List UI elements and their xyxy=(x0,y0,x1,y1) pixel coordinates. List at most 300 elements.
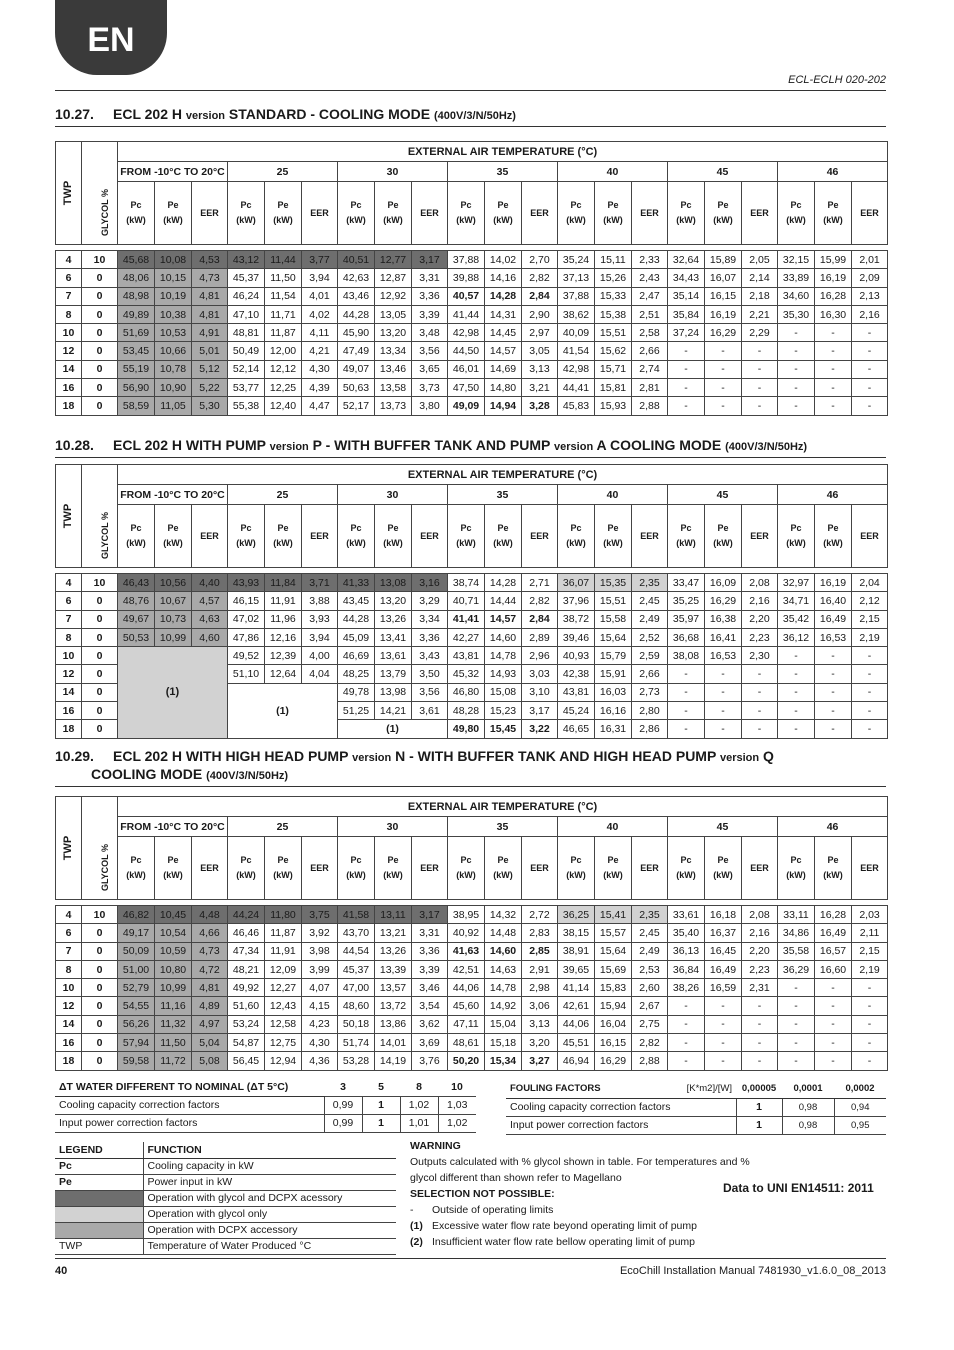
data-cell: 41,54 xyxy=(558,342,595,360)
data-cell: - xyxy=(852,997,888,1015)
data-cell: 12,39 xyxy=(265,647,302,665)
warning-item-text: Outside of operating limits xyxy=(432,1204,554,1216)
data-cell: - xyxy=(742,997,778,1015)
twp-value: 12 xyxy=(56,997,82,1015)
data-cell: 16,29 xyxy=(705,324,742,342)
data-cell: 34,86 xyxy=(778,924,815,942)
data-cell: - xyxy=(742,1052,778,1070)
data-cell: 45,60 xyxy=(448,997,485,1015)
unit-header: Pc (kW) xyxy=(668,505,705,568)
glycol-value: 0 xyxy=(82,379,118,397)
glycol-value: 0 xyxy=(82,942,118,960)
section-title-line2 xyxy=(55,766,886,784)
data-cell: 10,90 xyxy=(155,379,192,397)
data-cell: 15,38 xyxy=(595,305,632,323)
data-cell: 10,99 xyxy=(155,628,192,646)
twp-value: 18 xyxy=(56,397,82,415)
fouling-value: 0,94 xyxy=(834,1098,886,1116)
twp-value: 12 xyxy=(56,342,82,360)
data-cell: 14,16 xyxy=(485,269,522,287)
data-cell: 10,66 xyxy=(155,342,192,360)
data-cell: - xyxy=(852,720,888,738)
twp-value: 10 xyxy=(56,647,82,665)
fouling-value: 0,95 xyxy=(834,1116,886,1134)
data-cell: 51,60 xyxy=(228,997,265,1015)
performance-table-10-27 xyxy=(55,141,888,416)
data-cell: 3,73 xyxy=(412,379,448,397)
data-cell: 3,16 xyxy=(412,574,448,592)
data-cell: 2,91 xyxy=(522,960,558,978)
section-title-part: (400V/3/N/50Hz) xyxy=(725,441,808,453)
data-cell: 40,51 xyxy=(338,251,375,269)
data-cell: - xyxy=(668,702,705,720)
unit-header: EER xyxy=(522,182,558,245)
data-cell: 2,89 xyxy=(522,628,558,646)
data-cell: - xyxy=(742,683,778,701)
data-cell: - xyxy=(668,720,705,738)
data-cell: 48,76 xyxy=(118,592,155,610)
data-cell: 46,69 xyxy=(338,647,375,665)
unit-header: Pc (kW) xyxy=(668,182,705,245)
header-row-ext-air xyxy=(56,465,888,485)
data-cell: 16,19 xyxy=(705,305,742,323)
table-row xyxy=(56,287,888,305)
glycol-value: 0 xyxy=(82,997,118,1015)
unit-header: EER xyxy=(742,182,778,245)
data-cell: 10,59 xyxy=(155,942,192,960)
data-cell: 16,60 xyxy=(815,960,852,978)
table-row xyxy=(56,942,888,960)
section-title-part: (400V/3/N/50Hz) xyxy=(206,770,289,782)
data-cell: 4,15 xyxy=(302,997,338,1015)
data-cell: 32,64 xyxy=(668,251,705,269)
data-cell: 36,12 xyxy=(778,628,815,646)
data-cell: 37,88 xyxy=(558,287,595,305)
data-cell: 3,43 xyxy=(412,647,448,665)
data-cell: 3,13 xyxy=(522,360,558,378)
data-cell: 2,58 xyxy=(632,324,668,342)
twp-header xyxy=(56,797,82,900)
blank-header-cell xyxy=(82,142,118,162)
data-cell: 3,80 xyxy=(412,397,448,415)
data-cell: 13,20 xyxy=(375,592,412,610)
unit-header: Pc (kW) xyxy=(778,837,815,900)
data-cell: 3,61 xyxy=(412,702,448,720)
data-cell: - xyxy=(778,647,815,665)
data-cell: 2,21 xyxy=(742,305,778,323)
glycol-value: 0 xyxy=(82,1034,118,1052)
data-cell: 2,88 xyxy=(632,397,668,415)
data-cell: 4,40 xyxy=(192,574,228,592)
section-title-part: P - WITH BUFFER TANK AND PUMP xyxy=(308,437,555,453)
warning-item-mark: (1) xyxy=(410,1220,423,1232)
selection-not-possible-title: SELECTION NOT POSSIBLE: xyxy=(410,1188,555,1200)
unit-header: Pc (kW) xyxy=(558,182,595,245)
table-row xyxy=(56,906,888,924)
legend-swatch-dark xyxy=(55,1190,143,1206)
data-cell: 3,65 xyxy=(412,360,448,378)
unit-header: EER xyxy=(412,505,448,568)
data-cell: - xyxy=(778,702,815,720)
legend-row xyxy=(55,1222,396,1238)
data-cell: 49,07 xyxy=(338,360,375,378)
table-row xyxy=(56,1034,888,1052)
glycol-value: 0 xyxy=(82,1052,118,1070)
data-cell: 3,93 xyxy=(302,610,338,628)
twp-value: 10 xyxy=(56,324,82,342)
data-cell: 2,19 xyxy=(852,960,888,978)
delta-t-row xyxy=(55,1114,476,1132)
data-cell: - xyxy=(852,1034,888,1052)
data-cell: - xyxy=(742,702,778,720)
data-cell: 16,57 xyxy=(815,942,852,960)
data-cell: 2,33 xyxy=(632,251,668,269)
data-cell: 53,45 xyxy=(118,342,155,360)
unit-header: Pc (kW) xyxy=(448,182,485,245)
data-cell: 47,86 xyxy=(228,628,265,646)
data-cell: 2,14 xyxy=(742,269,778,287)
data-cell: 5,08 xyxy=(192,1052,228,1070)
data-cell: 34,71 xyxy=(778,592,815,610)
data-cell: 14,32 xyxy=(485,906,522,924)
warning-title: WARNING xyxy=(410,1140,461,1152)
data-cell: 15,89 xyxy=(705,251,742,269)
data-cell: 14,60 xyxy=(485,942,522,960)
data-cell: 14,93 xyxy=(485,665,522,683)
section-title-10-27 xyxy=(55,106,886,127)
data-cell: 51,74 xyxy=(338,1034,375,1052)
data-cell: 16,38 xyxy=(705,610,742,628)
data-cell: 2,18 xyxy=(742,287,778,305)
data-cell: 48,60 xyxy=(338,997,375,1015)
data-cell: 11,50 xyxy=(265,269,302,287)
data-cell: 13,20 xyxy=(375,324,412,342)
data-cell: 3,17 xyxy=(522,702,558,720)
data-cell: 5,01 xyxy=(192,342,228,360)
header-row-groups xyxy=(56,485,888,505)
data-cell: 12,77 xyxy=(375,251,412,269)
data-cell: 36,84 xyxy=(668,960,705,978)
data-cell: 11,71 xyxy=(265,305,302,323)
data-cell: - xyxy=(742,1034,778,1052)
table-row xyxy=(56,305,888,323)
data-cell: 4,00 xyxy=(302,647,338,665)
data-cell: 48,21 xyxy=(228,960,265,978)
twp-value: 18 xyxy=(56,720,82,738)
fouling-col: 0,00005 xyxy=(736,1080,782,1098)
data-cell: - xyxy=(705,683,742,701)
unit-header: Pc (kW) xyxy=(338,837,375,900)
data-cell: 13,11 xyxy=(375,906,412,924)
data-cell: 2,84 xyxy=(522,287,558,305)
ext-air-header: EXTERNAL AIR TEMPERATURE (°C) xyxy=(118,142,888,162)
data-cell: 2,59 xyxy=(632,647,668,665)
data-cell: 42,98 xyxy=(448,324,485,342)
data-cell: 16,19 xyxy=(815,269,852,287)
data-cell: 2,97 xyxy=(522,324,558,342)
language-code: EN xyxy=(87,21,135,59)
data-cell: 11,32 xyxy=(155,1015,192,1033)
data-cell: - xyxy=(815,397,852,415)
fouling-title: FOULING FACTORS xyxy=(506,1080,655,1098)
data-cell: 2,23 xyxy=(742,628,778,646)
data-cell: 42,51 xyxy=(448,960,485,978)
delta-t-value: 0,99 xyxy=(324,1096,362,1114)
unit-header: EER xyxy=(632,182,668,245)
data-cell: - xyxy=(668,379,705,397)
warning-item xyxy=(410,1234,770,1250)
data-cell: 16,49 xyxy=(705,960,742,978)
data-cell: 16,45 xyxy=(705,942,742,960)
twp-value: 14 xyxy=(56,683,82,701)
blank-header-cell xyxy=(82,797,118,817)
unit-header: EER xyxy=(412,837,448,900)
section-title-part: Q xyxy=(759,748,774,764)
data-cell: 3,17 xyxy=(412,251,448,269)
data-cell: 15,83 xyxy=(595,979,632,997)
legend-key: TWP xyxy=(55,1238,143,1254)
data-cell: 42,38 xyxy=(558,665,595,683)
unit-header: EER xyxy=(192,837,228,900)
unit-header: EER xyxy=(192,505,228,568)
unit-header: Pc (kW) xyxy=(558,837,595,900)
data-cell: - xyxy=(778,342,815,360)
delta-t-value: 1,01 xyxy=(400,1114,438,1132)
glycol-value: 0 xyxy=(82,287,118,305)
data-cell: 2,23 xyxy=(742,960,778,978)
data-cell: 10,53 xyxy=(155,324,192,342)
data-cell: 38,08 xyxy=(668,647,705,665)
data-cell: 42,63 xyxy=(338,269,375,287)
data-cell: 2,60 xyxy=(632,979,668,997)
data-cell: 13,26 xyxy=(375,610,412,628)
temp-group-header: 35 xyxy=(448,817,558,837)
data-cell: - xyxy=(742,720,778,738)
unit-header: EER xyxy=(632,505,668,568)
data-cell: 14,78 xyxy=(485,647,522,665)
header-row-units xyxy=(56,837,888,900)
data-cell: 15,58 xyxy=(595,610,632,628)
unit-header: EER xyxy=(742,505,778,568)
section-title-part: ECL 202 H WITH PUMP xyxy=(113,437,270,453)
data-cell: 12,12 xyxy=(265,360,302,378)
table-row xyxy=(56,1015,888,1033)
section-number: 10.29. xyxy=(55,748,94,764)
table-row xyxy=(56,592,888,610)
data-cell: 49,67 xyxy=(118,610,155,628)
data-cell: 41,63 xyxy=(448,942,485,960)
data-cell: 52,79 xyxy=(118,979,155,997)
fouling-row-label: Cooling capacity correction factors xyxy=(506,1098,736,1116)
data-cell: 4,60 xyxy=(192,628,228,646)
data-cell: 14,57 xyxy=(485,342,522,360)
data-cell: 35,24 xyxy=(558,251,595,269)
data-cell: 3,77 xyxy=(302,251,338,269)
data-cell: 38,62 xyxy=(558,305,595,323)
temp-group-header: 35 xyxy=(448,485,558,505)
data-cell: 15,33 xyxy=(595,287,632,305)
data-cell: 55,38 xyxy=(228,397,265,415)
table-row xyxy=(56,251,888,269)
data-cell: - xyxy=(852,324,888,342)
data-cell: 56,45 xyxy=(228,1052,265,1070)
glycol-value: 10 xyxy=(82,251,118,269)
data-cell: 51,00 xyxy=(118,960,155,978)
data-cell: 4,21 xyxy=(302,342,338,360)
data-cell: 2,83 xyxy=(522,924,558,942)
data-cell: 11,50 xyxy=(155,1034,192,1052)
data-cell: 10,99 xyxy=(155,979,192,997)
data-cell: 11,44 xyxy=(265,251,302,269)
data-cell: 11,05 xyxy=(155,397,192,415)
data-cell: 15,79 xyxy=(595,647,632,665)
data-cell: - xyxy=(778,397,815,415)
unit-header: Pe (kW) xyxy=(595,837,632,900)
glycol-value: 0 xyxy=(82,960,118,978)
data-cell: - xyxy=(778,324,815,342)
table-row xyxy=(56,324,888,342)
legend-text: Operation with DCPX accessory xyxy=(143,1222,396,1238)
data-cell: 3,88 xyxy=(302,592,338,610)
data-cell: 16,37 xyxy=(705,924,742,942)
data-cell: - xyxy=(668,360,705,378)
table-row xyxy=(56,610,888,628)
data-cell: - xyxy=(778,360,815,378)
twp-value: 8 xyxy=(56,960,82,978)
data-cell: 16,28 xyxy=(815,906,852,924)
delta-t-value: 0,99 xyxy=(324,1114,362,1132)
data-cell: 38,26 xyxy=(668,979,705,997)
data-cell: 15,81 xyxy=(595,379,632,397)
header-row-units xyxy=(56,505,888,568)
data-cell: 35,42 xyxy=(778,610,815,628)
data-cell: 47,02 xyxy=(228,610,265,628)
data-cell: - xyxy=(815,997,852,1015)
data-cell: 12,09 xyxy=(265,960,302,978)
data-cell: 3,34 xyxy=(412,610,448,628)
temp-group-header: 46 xyxy=(778,162,888,182)
data-cell: 3,13 xyxy=(522,1015,558,1033)
data-cell: 2,16 xyxy=(742,924,778,942)
unit-header: Pe (kW) xyxy=(155,182,192,245)
data-cell: 3,39 xyxy=(412,960,448,978)
twp-value: 7 xyxy=(56,942,82,960)
data-cell: 12,27 xyxy=(265,979,302,997)
data-cell: 4,57 xyxy=(192,592,228,610)
data-cell: 48,28 xyxy=(448,702,485,720)
data-cell: 15,64 xyxy=(595,942,632,960)
data-cell: 2,84 xyxy=(522,610,558,628)
twp-value: 6 xyxy=(56,269,82,287)
glycol-value: 0 xyxy=(82,628,118,646)
unit-header: Pc (kW) xyxy=(228,837,265,900)
data-cell: 2,45 xyxy=(632,924,668,942)
unit-header: EER xyxy=(742,837,778,900)
temp-group-header: 35 xyxy=(448,162,558,182)
data-cell: 2,80 xyxy=(632,702,668,720)
data-cell: 14,92 xyxy=(485,997,522,1015)
data-cell: 14,60 xyxy=(485,628,522,646)
data-cell: 4,11 xyxy=(302,324,338,342)
data-cell: 46,80 xyxy=(448,683,485,701)
data-cell: 48,98 xyxy=(118,287,155,305)
data-cell: - xyxy=(815,720,852,738)
data-cell: 37,13 xyxy=(558,269,595,287)
data-cell: - xyxy=(668,665,705,683)
data-cell: 46,15 xyxy=(228,592,265,610)
section-title-part: (400V/3/N/50Hz) xyxy=(434,110,516,122)
data-cell: - xyxy=(815,1015,852,1033)
data-cell: 15,18 xyxy=(485,1034,522,1052)
data-cell: 3,71 xyxy=(302,574,338,592)
twp-value: 4 xyxy=(56,574,82,592)
data-cell: 14,31 xyxy=(485,305,522,323)
data-cell: 2,52 xyxy=(632,628,668,646)
data-cell: 4,36 xyxy=(302,1052,338,1070)
blank-header-cell xyxy=(82,162,118,182)
data-cell: 47,10 xyxy=(228,305,265,323)
table-row xyxy=(56,342,888,360)
legend-row xyxy=(55,1238,396,1254)
blank-header-cell xyxy=(82,485,118,505)
data-cell: 44,06 xyxy=(448,979,485,997)
glycol-value: 0 xyxy=(82,592,118,610)
data-cell: - xyxy=(705,1015,742,1033)
fouling-row-label: Input power correction factors xyxy=(506,1116,736,1134)
temp-group-header: 30 xyxy=(338,817,448,837)
fouling-value: 0,98 xyxy=(782,1098,834,1116)
data-cell: 4,91 xyxy=(192,324,228,342)
data-cell: 36,07 xyxy=(558,574,595,592)
data-cell: 2,86 xyxy=(632,720,668,738)
data-cell: - xyxy=(668,397,705,415)
glycol-value: 0 xyxy=(82,342,118,360)
unit-header: Pc (kW) xyxy=(778,505,815,568)
temp-group-header: FROM -10°C TO 20°C xyxy=(118,485,228,505)
data-cell: 13,58 xyxy=(375,379,412,397)
warning-item xyxy=(410,1202,770,1218)
data-cell: 3,92 xyxy=(302,924,338,942)
data-cell: 10,38 xyxy=(155,305,192,323)
data-cell: 54,87 xyxy=(228,1034,265,1052)
data-cell: 2,82 xyxy=(522,592,558,610)
data-cell: 35,25 xyxy=(668,592,705,610)
glycol-value: 0 xyxy=(82,702,118,720)
data-cell: 39,88 xyxy=(448,269,485,287)
data-cell: 35,97 xyxy=(668,610,705,628)
data-cell: 16,30 xyxy=(815,305,852,323)
data-cell: - xyxy=(852,397,888,415)
fouling-unit: [K*m2]/[W] xyxy=(655,1080,736,1098)
data-cell: 42,61 xyxy=(558,997,595,1015)
data-cell: 50,18 xyxy=(338,1015,375,1033)
table-row xyxy=(56,360,888,378)
unit-header: Pc (kW) xyxy=(338,505,375,568)
table-row xyxy=(56,960,888,978)
glycol-value: 0 xyxy=(82,683,118,701)
glycol-value: 0 xyxy=(82,269,118,287)
data-cell: - xyxy=(778,720,815,738)
unit-header: Pe (kW) xyxy=(265,505,302,568)
data-cell: 38,72 xyxy=(558,610,595,628)
data-cell: 3,20 xyxy=(522,1034,558,1052)
language-tab xyxy=(55,0,167,75)
data-cell: 45,83 xyxy=(558,397,595,415)
data-cell: 38,91 xyxy=(558,942,595,960)
section-number: 10.27. xyxy=(55,106,94,122)
data-cell: 16,28 xyxy=(815,287,852,305)
data-cell: 14,78 xyxy=(485,979,522,997)
